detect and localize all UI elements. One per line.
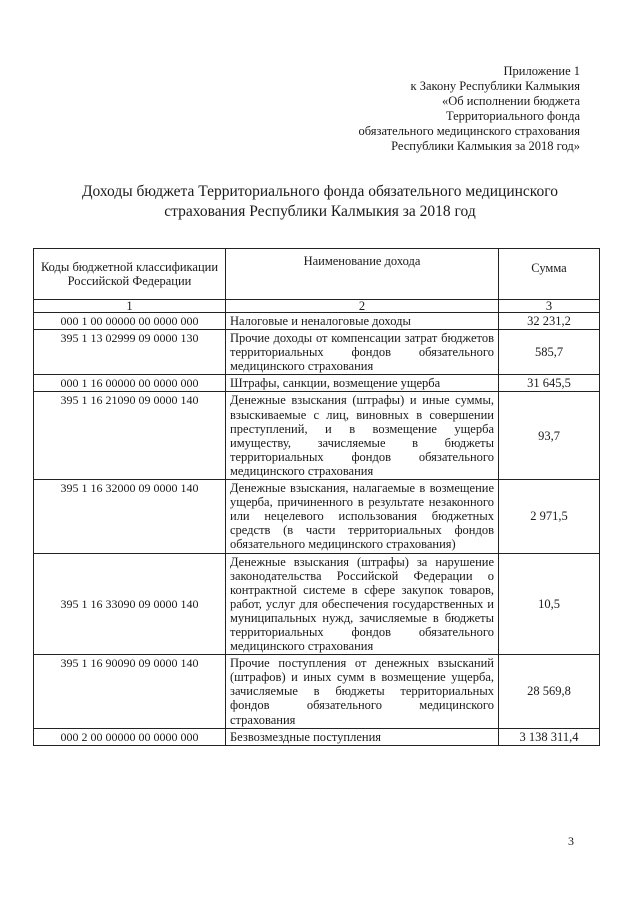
index-cell: 2 xyxy=(226,300,499,313)
index-cell: 3 xyxy=(499,300,600,313)
appendix-line: Республики Калмыкия за 2018 год» xyxy=(391,139,580,153)
row-code: 000 1 16 00000 00 0000 000 xyxy=(34,375,226,392)
appendix-line: Территориального фонда xyxy=(445,109,580,123)
appendix-line: «Об исполнении бюджета xyxy=(441,94,580,108)
table-row xyxy=(34,375,600,392)
row-sum: 31 645,5 xyxy=(499,375,600,392)
header-row xyxy=(34,249,600,300)
row-name: Денежные взыскания (штрафы) и иные суммы, взыскиваемые с лиц, виновных в совершении преступлений, и в возмещение ущерба имуществу, зачисляемые в бюджеты территориальных фондов обязательного медицинского страхования xyxy=(226,392,499,480)
index-cell: 1 xyxy=(34,300,226,313)
title-line-1: Доходы бюджета Территориального фонда обязательного медицинского xyxy=(81,183,559,200)
header-codes: Коды бюджетной классификации Российской Федерации xyxy=(34,249,226,300)
appendix-block xyxy=(280,64,580,154)
appendix-line: обязательного медицинского страхования xyxy=(358,124,580,138)
document-title xyxy=(40,182,600,222)
revenue-table xyxy=(33,248,600,746)
row-sum: 2 971,5 xyxy=(499,480,600,553)
row-sum: 3 138 311,4 xyxy=(499,728,600,745)
table-row xyxy=(34,655,600,728)
header-name: Наименование дохода xyxy=(226,249,499,300)
header-sum: Сумма xyxy=(499,249,600,300)
row-sum: 32 231,2 xyxy=(499,313,600,330)
row-name: Налоговые и неналоговые доходы xyxy=(226,313,499,330)
row-name: Денежные взыскания, налагаемые в возмещение ущерба, причиненного в результате незаконного или нецелевого использования бюджетных средств (в части территориальных фондов обязательного медицинского страхования) xyxy=(226,480,499,553)
row-sum: 10,5 xyxy=(499,553,600,655)
row-sum: 93,7 xyxy=(499,392,600,480)
row-code: 395 1 16 32000 09 0000 140 xyxy=(34,480,226,553)
row-code: 395 1 16 90090 09 0000 140 xyxy=(34,655,226,728)
index-row xyxy=(34,300,600,313)
row-sum: 585,7 xyxy=(499,330,600,375)
table-row xyxy=(34,313,600,330)
row-name: Прочие доходы от компенсации затрат бюджетов территориальных фондов обязательного медицинского страхования xyxy=(226,330,499,375)
title-line-2: страхования Республики Калмыкия за 2018 год xyxy=(164,203,476,220)
page-number: 3 xyxy=(568,834,574,848)
row-name: Штрафы, санкции, возмещение ущерба xyxy=(226,375,499,392)
table-row xyxy=(34,392,600,480)
row-code: 000 2 00 00000 00 0000 000 xyxy=(34,728,226,745)
appendix-line: к Закону Республики Калмыкия xyxy=(410,79,580,93)
row-code: 395 1 16 33090 09 0000 140 xyxy=(34,553,226,655)
table-row xyxy=(34,480,600,553)
table-row xyxy=(34,553,600,655)
row-name: Прочие поступления от денежных взысканий (штрафов) и иных сумм в возмещение ущерба, зачисляемые в бюджеты территориальных фондов обязательного медицинского страхования xyxy=(226,655,499,728)
appendix-line: Приложение 1 xyxy=(503,64,580,78)
row-sum: 28 569,8 xyxy=(499,655,600,728)
row-code: 000 1 00 00000 00 0000 000 xyxy=(34,313,226,330)
table-row xyxy=(34,330,600,375)
table-row xyxy=(34,728,600,745)
row-name: Безвозмездные поступления xyxy=(226,728,499,745)
row-name: Денежные взыскания (штрафы) за нарушение законодательства Российской Федерации о контрактной системе в сфере закупок товаров, работ, услуг для обеспечения государственных и муниципальных нужд, зачисляемые в бюджеты территориальных фондов обязательного медицинского страхования xyxy=(226,553,499,655)
row-code: 395 1 16 21090 09 0000 140 xyxy=(34,392,226,480)
row-code: 395 1 13 02999 09 0000 130 xyxy=(34,330,226,375)
